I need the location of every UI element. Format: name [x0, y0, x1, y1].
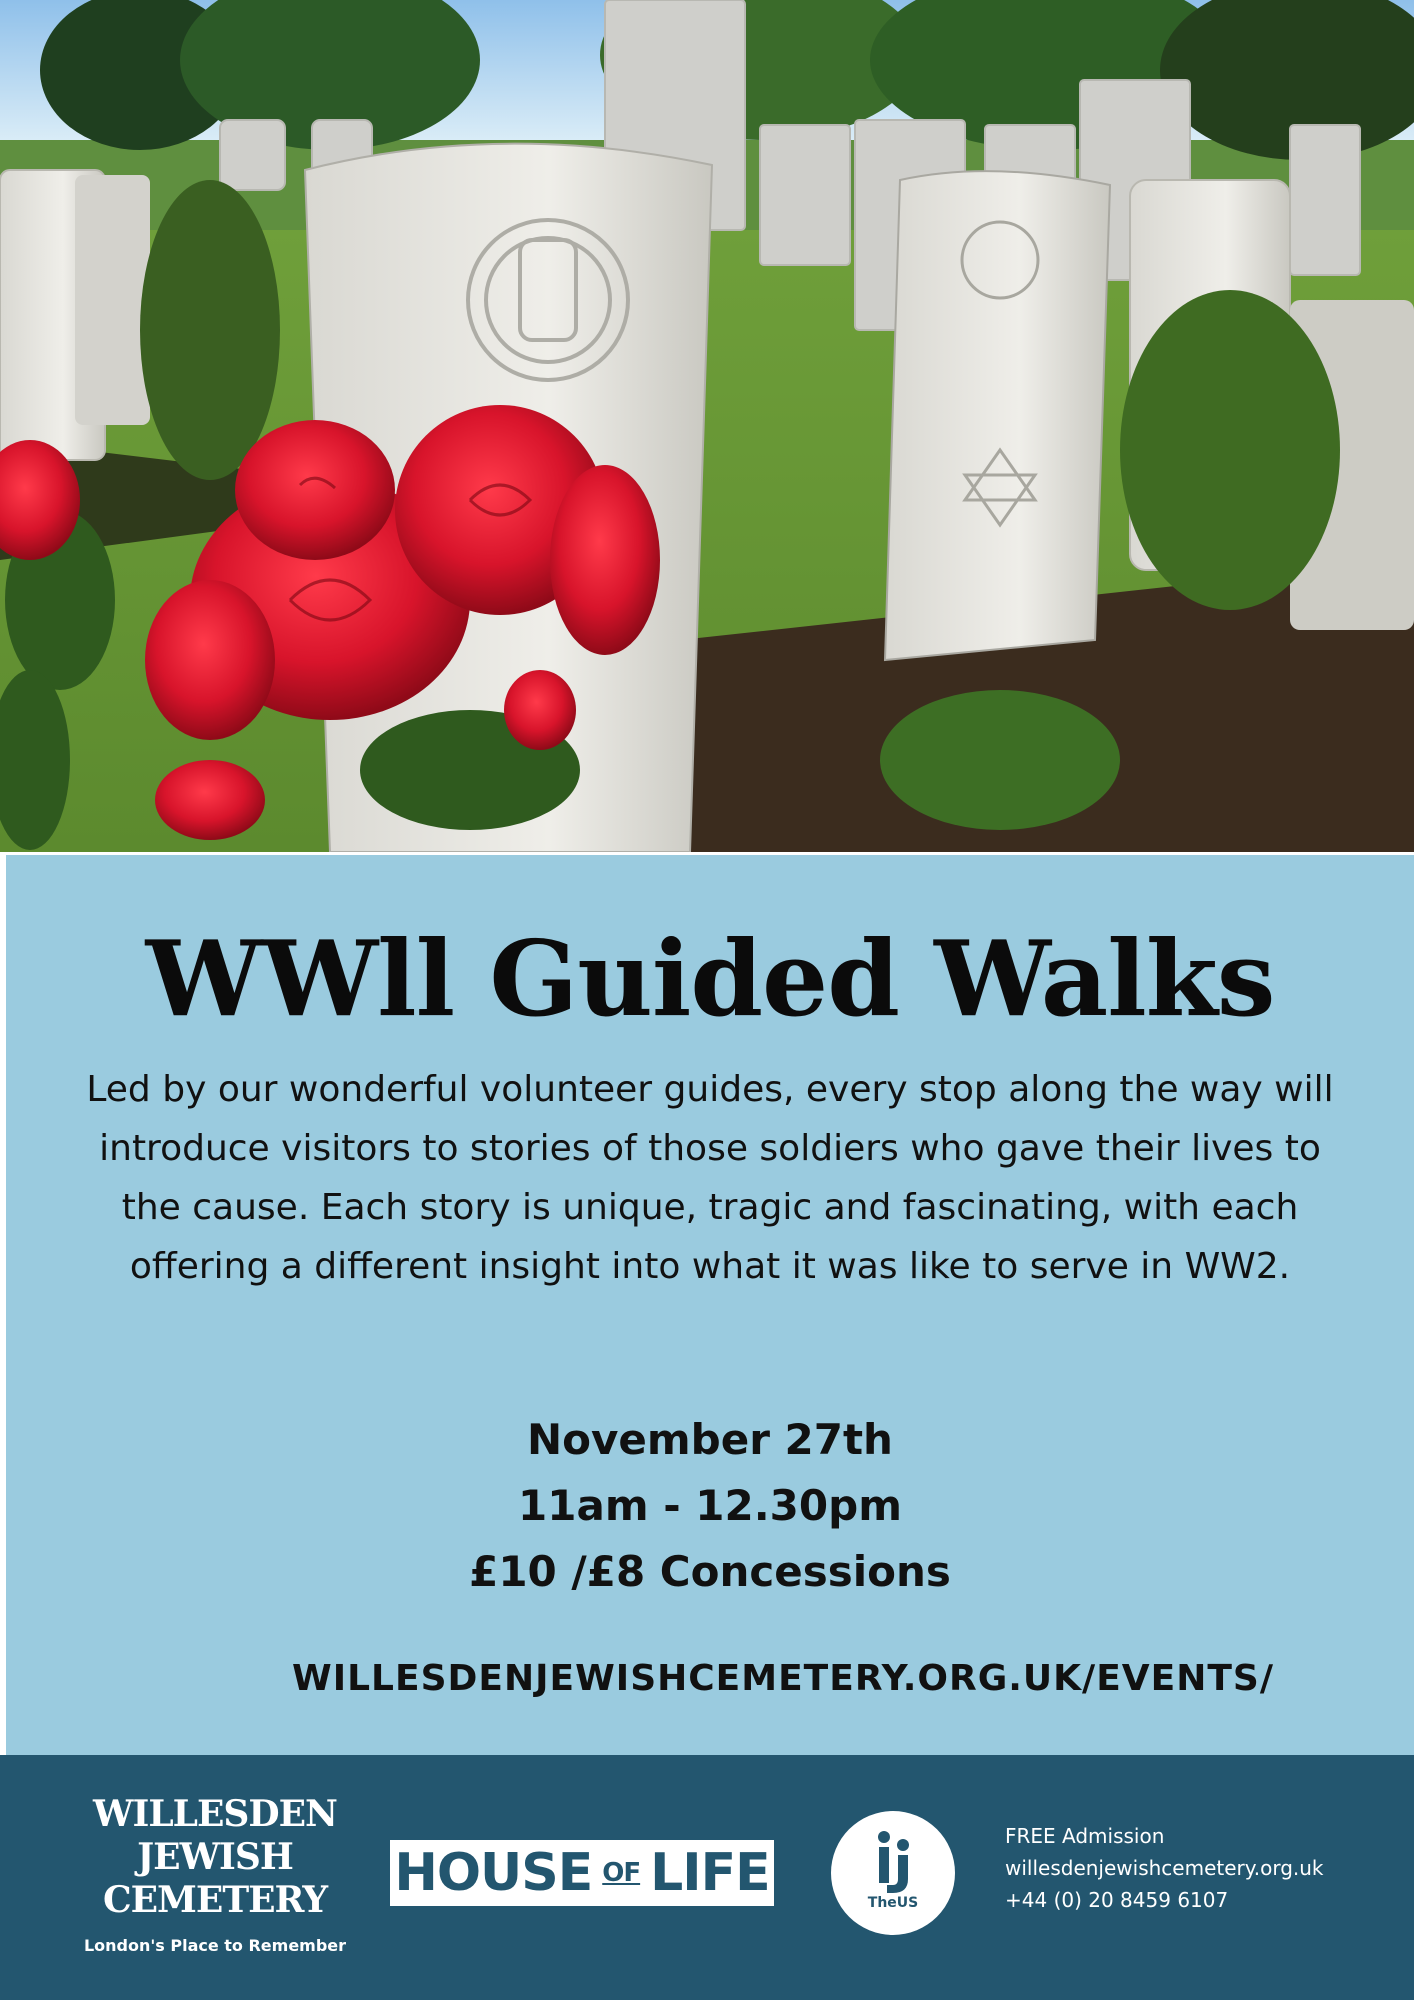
logo-tagline: London's Place to Remember: [83, 1936, 347, 1955]
headstones-roses-illustration: [0, 0, 1414, 852]
logo-line-2: JEWISH: [137, 1836, 293, 1878]
logo-line-3: CEMETERY: [102, 1879, 328, 1921]
willesden-jewish-cemetery-logo: [80, 1793, 350, 1955]
admission-text: FREE Admission: [1005, 1824, 1165, 1848]
hol-word-life: LIFE: [650, 1843, 770, 1903]
event-details: [6, 1407, 1414, 1605]
theus-logo: [831, 1811, 955, 1935]
hol-word-of: OF: [602, 1858, 641, 1888]
theus-emblem-icon: [831, 1811, 955, 1935]
logo-line-1: WILLESDEN: [93, 1793, 337, 1835]
theus-label: TheUS: [867, 1895, 919, 1911]
events-link[interactable]: WILLESDENJEWISHCEMETERY.ORG.UK/EVENTS/: [292, 1658, 1274, 1699]
house-of-life-logo: [390, 1840, 774, 1906]
website-link[interactable]: willesdenjewishcemetery.org.uk: [1005, 1856, 1324, 1880]
footer: [0, 1755, 1414, 2000]
hol-word-house: HOUSE: [394, 1843, 593, 1903]
phone-number[interactable]: +44 (0) 20 8459 6107: [1005, 1888, 1229, 1912]
cemetery-photo: [0, 0, 1414, 852]
contact-info: [1005, 1820, 1405, 1916]
event-title: WWll Guided Walks: [145, 917, 1275, 1040]
event-info-panel: [6, 855, 1414, 1755]
event-price: £10 /£8 Concessions: [469, 1547, 951, 1596]
event-time: 11am - 12.30pm: [518, 1481, 902, 1530]
event-date: November 27th: [527, 1415, 893, 1464]
event-description: Led by our wonderful volunteer guides, every stop along the way will introduce visitors to stories of those soldiers who gave their lives to the cause. Each story is unique, tragic and fascinating, with each offering a different insight into what it was like to serve in WW2.: [86, 1069, 1334, 1287]
